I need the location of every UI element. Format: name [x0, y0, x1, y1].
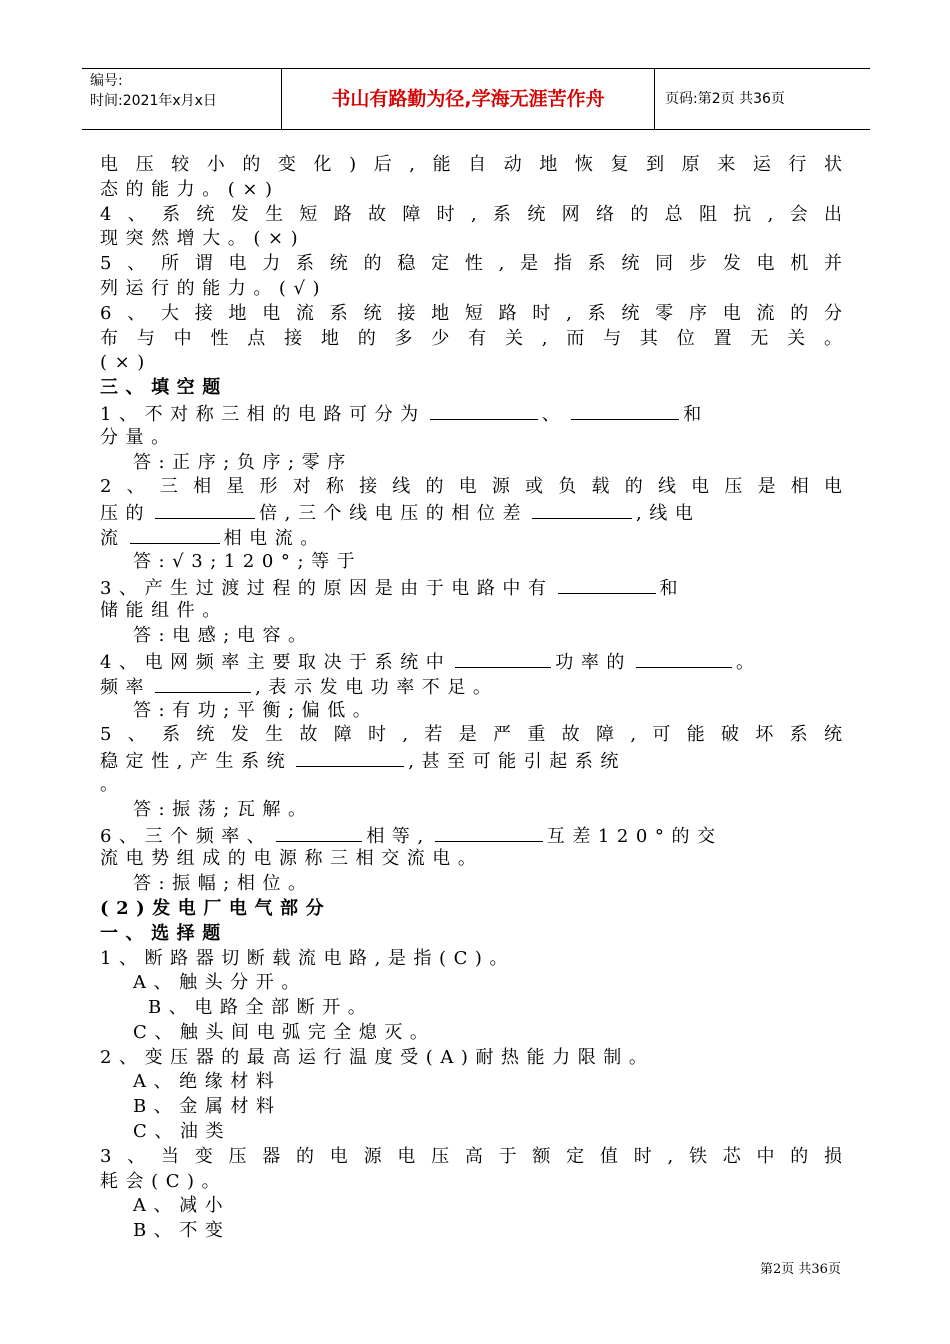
text-line: 流电势组成的电源称三相交流电。: [100, 848, 484, 870]
question-text: 倍,三个线电压的相位差: [259, 503, 529, 525]
text-line: 4、系统发生短路故障时,系统网络的总阻抗,会出: [100, 203, 842, 225]
question-text: 3、产生过渡过程的原因是由于电路中有: [100, 577, 554, 599]
question-line: [100, 401, 842, 426]
page-footer: 第2页 共36页: [760, 1262, 841, 1277]
question-line: 3、当变压器的电源电压高于额定值时,铁芯中的损: [100, 1145, 842, 1167]
answer-line: 答:正序;负序;零序: [133, 451, 353, 473]
question-text: 和: [659, 577, 686, 599]
option-line: A、绝缘材料: [133, 1071, 282, 1093]
question-line: [100, 525, 842, 550]
answer-line: 答:振荡;瓦解。: [133, 798, 314, 820]
text-line: 列运行的能力。(√): [100, 277, 328, 299]
option-line: A、减小: [133, 1195, 231, 1217]
text-line: 2、三相星形对称接线的电源或负载的线电压是相电: [100, 476, 842, 498]
answer-blank: [430, 401, 538, 420]
answer-blank: [558, 575, 656, 594]
question-text: ,线电: [636, 503, 701, 525]
answer-blank: [276, 823, 362, 842]
text-line: 现突然增大。(×): [100, 228, 306, 250]
question-text: ,表示发电功率不足。: [255, 676, 499, 698]
text-line: 耗会(C)。: [100, 1170, 228, 1192]
answer-blank: [636, 649, 732, 668]
question-line: 1、断路器切断载流电路,是指(C)。: [100, 947, 516, 969]
question-text: 6、三个频率、: [100, 825, 273, 847]
answer-line: 答:电感;电容。: [133, 625, 314, 647]
section-heading: 三、填空题: [100, 377, 228, 399]
question-text: 、: [541, 403, 568, 425]
question-line: [100, 823, 842, 848]
question-line: [100, 674, 842, 699]
header-page-code: 页码:第2页 共36页: [665, 91, 785, 107]
question-text: 4、电网频率主要取决于系统中: [100, 651, 452, 673]
text-line: 5、系统发生故障时,若是严重故障,可能破坏系统: [100, 724, 842, 746]
option-line: B、电路全部断开。: [148, 997, 374, 1019]
text-line: 。: [100, 773, 126, 795]
text-line: (×): [100, 352, 152, 374]
answer-blank: [455, 649, 551, 668]
question-line: [100, 500, 842, 525]
text-line: 分量。: [100, 426, 177, 448]
question-text: 互差120°的交: [546, 825, 723, 847]
question-line: [100, 748, 842, 773]
answer-blank: [571, 401, 679, 420]
option-line: B、不变: [133, 1220, 231, 1242]
question-line: 2、变压器的最高运行温度受(A)耐热能力限制。: [100, 1046, 655, 1068]
page-header: [82, 68, 870, 130]
text-line: 5、所谓电力系统的稳定性,是指系统同步发电机并: [100, 253, 842, 275]
question-text: 和: [683, 403, 709, 425]
question-text: 稳定性,产生系统: [100, 751, 293, 773]
text-line: 布与中性点接地的多少有关,而与其位置无关。: [100, 327, 842, 349]
question-text: 相等,: [366, 825, 431, 847]
option-line: C、触头间电弧完全熄灭。: [133, 1021, 436, 1043]
option-line: B、金属材料: [133, 1096, 282, 1118]
header-meta: [82, 69, 282, 129]
text-line: 态的能力。(×): [100, 178, 280, 200]
text-line: 储能组件。: [100, 600, 228, 622]
answer-line: 答:振幅;相位。: [133, 873, 314, 895]
question-text: ,甚至可能引起系统: [408, 751, 626, 773]
text-line: 6、大接地电流系统接地短路时,系统零序电流的分: [100, 302, 842, 324]
text-line: 电压较小的变化)后,能自动地恢复到原来运行状: [100, 154, 842, 175]
question-text: 。: [735, 651, 762, 673]
document-body: [100, 153, 842, 1244]
section-heading: (2)发电厂电气部分: [100, 897, 332, 919]
question-text: 流: [100, 527, 126, 549]
answer-blank: [296, 748, 404, 767]
answer-line: 答:√3;120°;等于: [133, 550, 363, 572]
option-line: A、触头分开。: [133, 972, 307, 994]
question-text: 相电流。: [223, 527, 326, 549]
question-text: 功率的: [555, 651, 632, 673]
answer-blank: [155, 500, 255, 519]
answer-line: 答:有功;平衡;偏低。: [133, 699, 379, 721]
answer-blank: [130, 525, 220, 544]
document-number-label: 编号:: [90, 73, 123, 89]
question-text: 压的: [100, 503, 152, 525]
answer-blank: [532, 500, 632, 519]
question-text: 1、不对称三相的电路可分为: [100, 403, 426, 425]
answer-blank: [155, 674, 251, 693]
question-text: 频率: [100, 676, 152, 698]
header-motto: 书山有路勤为径,学海无涯苦作舟: [282, 69, 655, 129]
question-line: [100, 575, 842, 600]
section-heading: 一、选择题: [100, 922, 228, 944]
answer-blank: [435, 823, 543, 842]
document-time: 时间:2021年x月x日: [90, 93, 217, 109]
option-line: C、油类: [133, 1121, 232, 1143]
question-line: [100, 649, 842, 674]
